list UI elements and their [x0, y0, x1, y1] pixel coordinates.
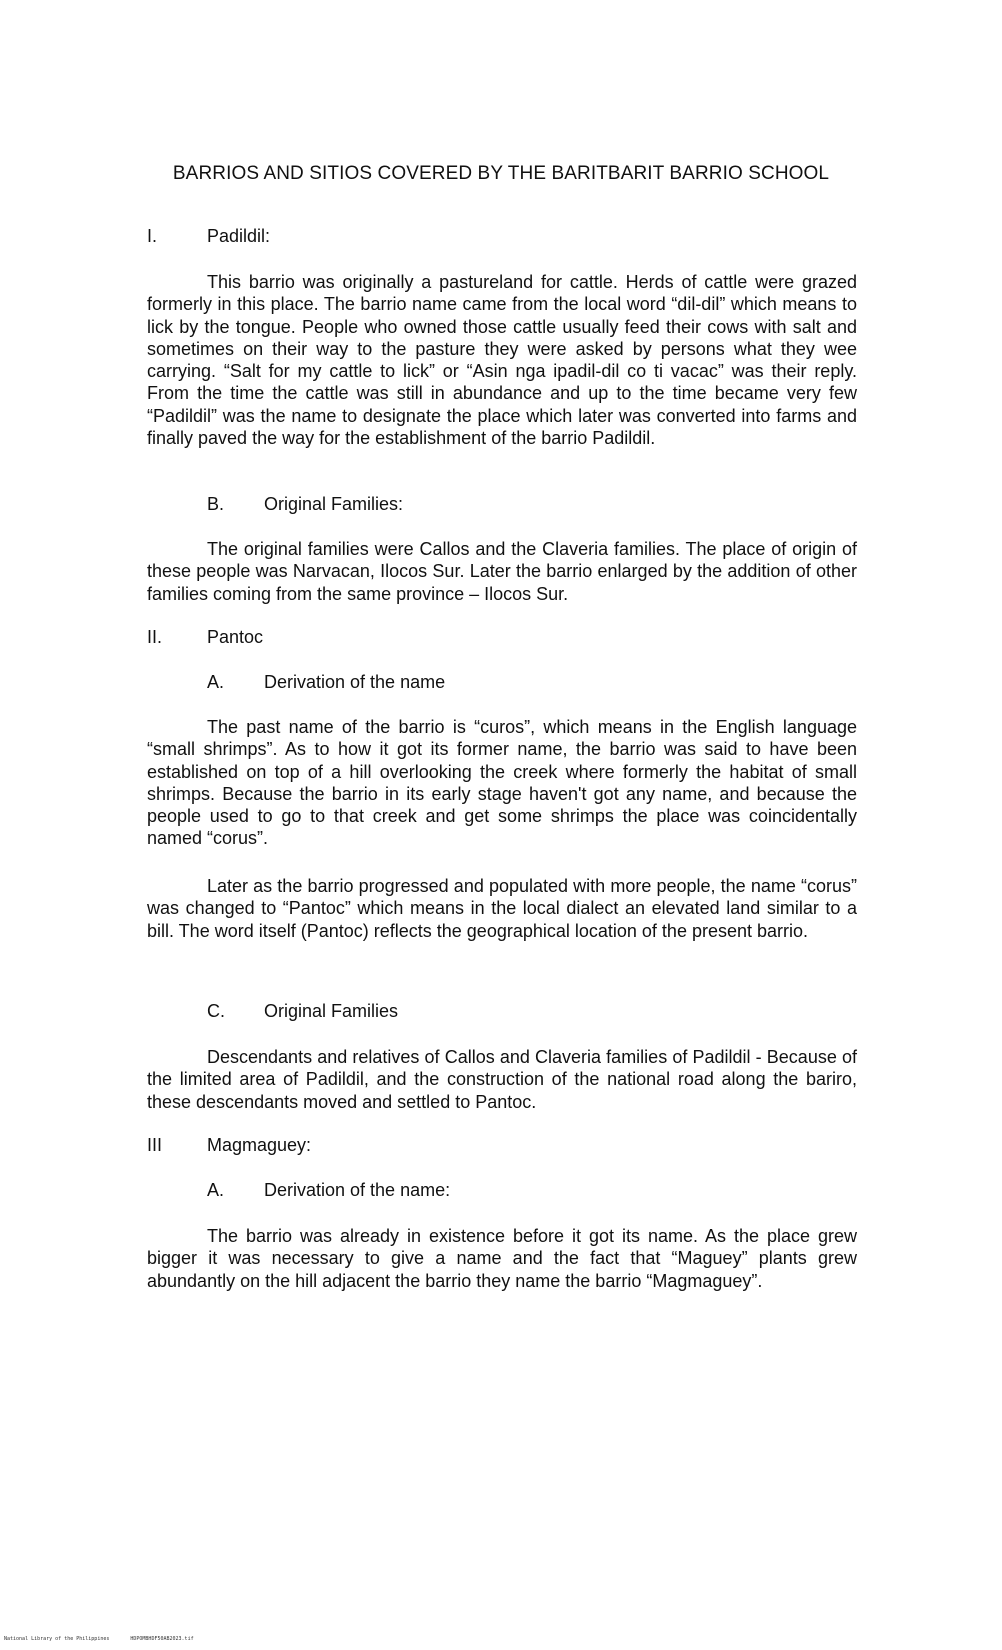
subsection-letter: A.: [207, 672, 225, 692]
section-title: Padildil:: [207, 226, 271, 246]
original-families-paragraph: The original families were Callos and the Claveria families. The place of origin of these people was Narvacan, Ilocos Sur. Later the barrio enlarged by the addition of other families coming from the same province – Ilocos Sur.: [147, 539, 857, 604]
section-title: Pantoc: [207, 627, 264, 647]
section-number: I.: [147, 226, 158, 246]
subsection-title: Original Families: [264, 1001, 399, 1021]
subsection-title: Derivation of the name: [264, 672, 446, 692]
footer-library-name: National Library of the Philippines: [4, 1636, 110, 1642]
subsection-title: Original Families:: [264, 494, 404, 514]
padildil-paragraph: This barrio was originally a pastureland for cattle. Herds of cattle were grazed formerly in this place. The barrio name came from the local word “dil-dil” which means to lick by the tongue. People who owned those cattle usually feed their cows with salt and sometimes on their way to the pasture they were asked by persons what they wee carrying. “Salt for my cattle to lick” or “Asin nga ipadil-dil co ti vacac” was their reply. From the time the cattle was still in abundance and up to the time became very few “Padildil” was the name to designate the place which later was converted into farms and finally paved the way for the establishment of the barrio Padildil.: [147, 272, 857, 449]
section-number: III: [147, 1135, 163, 1155]
pantoc-families-paragraph: Descendants and relatives of Callos and Claveria families of Padildil - Because of the limited area of Padildil, and the construction of the national road along the bariro, these descendants moved and settled to Pantoc.: [147, 1047, 857, 1112]
section-number: II.: [147, 627, 163, 647]
page-title: BARRIOS AND SITIOS COVERED BY THE BARITBARIT BARRIO SCHOOL: [172, 163, 830, 184]
subsection-letter: A.: [207, 1180, 225, 1200]
magmaguey-paragraph: The barrio was already in existence before it got its name. As the place grew bigger it was necessary to give a name and the fact that “Maguey” plants grew abundantly on the hill adjacent the barrio they name the barrio “Magmaguey”.: [147, 1226, 857, 1291]
subsection-letter: B.: [207, 494, 225, 514]
subsection-title: Derivation of the name:: [264, 1180, 451, 1200]
footer-file-id: HDPOMBHDF50AB2023.tif: [130, 1636, 194, 1642]
subsection-letter: C.: [207, 1001, 225, 1021]
section-title: Magmaguey:: [207, 1135, 312, 1155]
pantoc-derivation-paragraph-1: The past name of the barrio is “curos”, which means in the English language “small shrimps”. As to how it got its former name, the barrio was said to have been established on top of a hill overlooking the creek where formerly the habitat of small shrimps. Because the barrio in its early stage haven't got any name, and because the people used to go to that creek and get some shrimps the place was coincidentally named “corus”.: [147, 717, 857, 849]
pantoc-derivation-paragraph-2: Later as the barrio progressed and populated with more people, the name “corus” was changed to “Pantoc” which means in the local dialect an elevated land similar to a bill. The word itself (Pantoc) reflects the geographical location of the present barrio.: [147, 876, 857, 941]
scan-footer: [4, 1636, 212, 1642]
